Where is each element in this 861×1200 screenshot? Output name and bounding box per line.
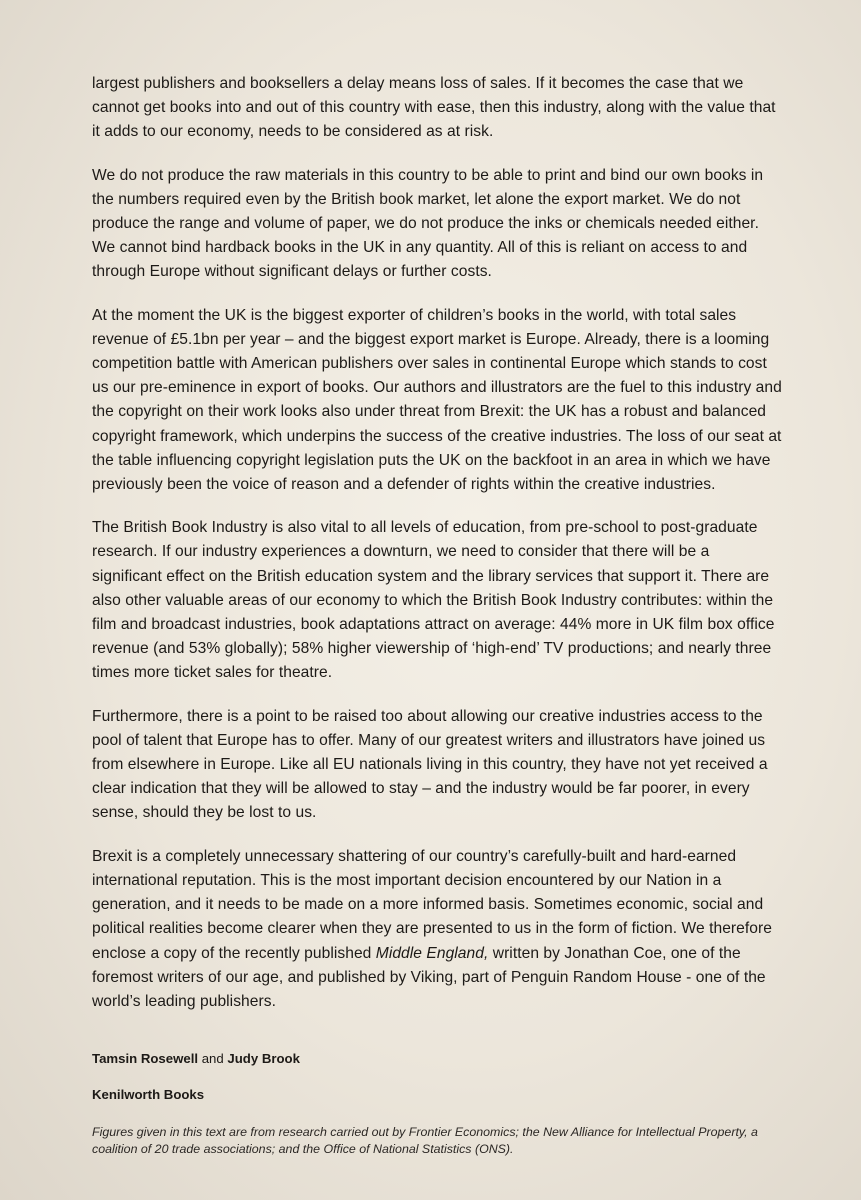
book-title: Middle England,: [375, 944, 489, 962]
paragraph-education: The British Book Industry is also vital to all levels of education, from pre-school to post-graduate research. If our industry experiences a downturn, we need to consider that there will be a significant effect on the British education system and the library services that support it. There are also other valuable areas of our economy to which the British Book Industry contributes: within the film and broadcast industries, book adaptations attract on average: 44% more in UK film box office revenue (and 53% globally); 58% higher viewership of ‘high-end’ TV productions; and nearly three times more ticket sales for theatre.: [92, 519, 775, 682]
paragraph-conclusion: [92, 845, 783, 1014]
signatories: [92, 1050, 783, 1068]
signatory-name-1: Tamsin Rosewell: [92, 1051, 199, 1067]
paragraph-exports-copyright: At the moment the UK is the biggest exporter of children’s books in the world, with total sales revenue of £5.1bn per year – and the biggest export market is Europe. Already, there is a looming competition battle with American publishers over sales in continental Europe which stands to cost us our pre-eminence in export of books. Our authors and illustrators are the fuel to this industry and the copyright on their work looks also under threat from Brexit: the UK has a robust and balanced copyright framework, which underpins the success of the creative industries. The loss of our seat at the table influencing copyright legislation puts the UK on the backfoot in an area in which we have previously been the voice of reason and a defender of rights within the creative industries.: [92, 306, 782, 494]
paragraph-raw-materials: We do not produce the raw materials in this country to be able to print and bind our own books in the numbers required even by the British book market, let alone the export market. We do not produce the range and volume of paper, we do not produce the inks or chemicals needed either. We cannot bind hardback books in the UK in any quantity. All of this is reliant on access to and through Europe without significant delays or further costs.: [92, 166, 764, 281]
paragraph-delay-risk: largest publishers and booksellers a delay means loss of sales. If it becomes the case that we cannot get books into and out of this country with ease, then this industry, along with the value that it adds to our economy, needs to be considered as at risk.: [92, 75, 776, 141]
organisation-name: Kenilworth Books: [92, 1087, 205, 1103]
signatory-conjunction: and: [198, 1051, 228, 1067]
conclusion-text-start: Brexit is a completely unnecessary shattering of our country’s carefully-built and hard-earned international reputation. This is the most important decision encountered by our Nation in a generation, and it needs to be made on a more informed basis. Sometimes economic, social and political realities become clearer when they are presented to us in the form of fiction. We therefore enclose a copy of the recently published: [92, 847, 772, 962]
paragraph-talent: Furthermore, there is a point to be raised too about allowing our creative industries access to the pool of talent that Europe has to offer. Many of our greatest writers and illustrators have joined us from elsewhere in Europe. Like all EU nationals living in this country, they have not yet received a clear indication that they will be allowed to stay – and the industry would be far poorer, in every sense, should they be lost to us.: [92, 707, 768, 822]
signatory-name-2: Judy Brook: [227, 1051, 300, 1067]
conclusion-text-end: written by Jonathan Coe, one of the foremost writers of our age, and published by Viking, part of Penguin Random House - one of the world’s leading publishers.: [92, 944, 766, 1010]
signature-block: [92, 1050, 783, 1104]
footnote: Figures given in this text are from research carried out by Frontier Economics; the New Alliance for Intellectual Property, a coalition of 20 trade associations; and the Office of National Statistics (ONS).: [92, 1125, 758, 1157]
